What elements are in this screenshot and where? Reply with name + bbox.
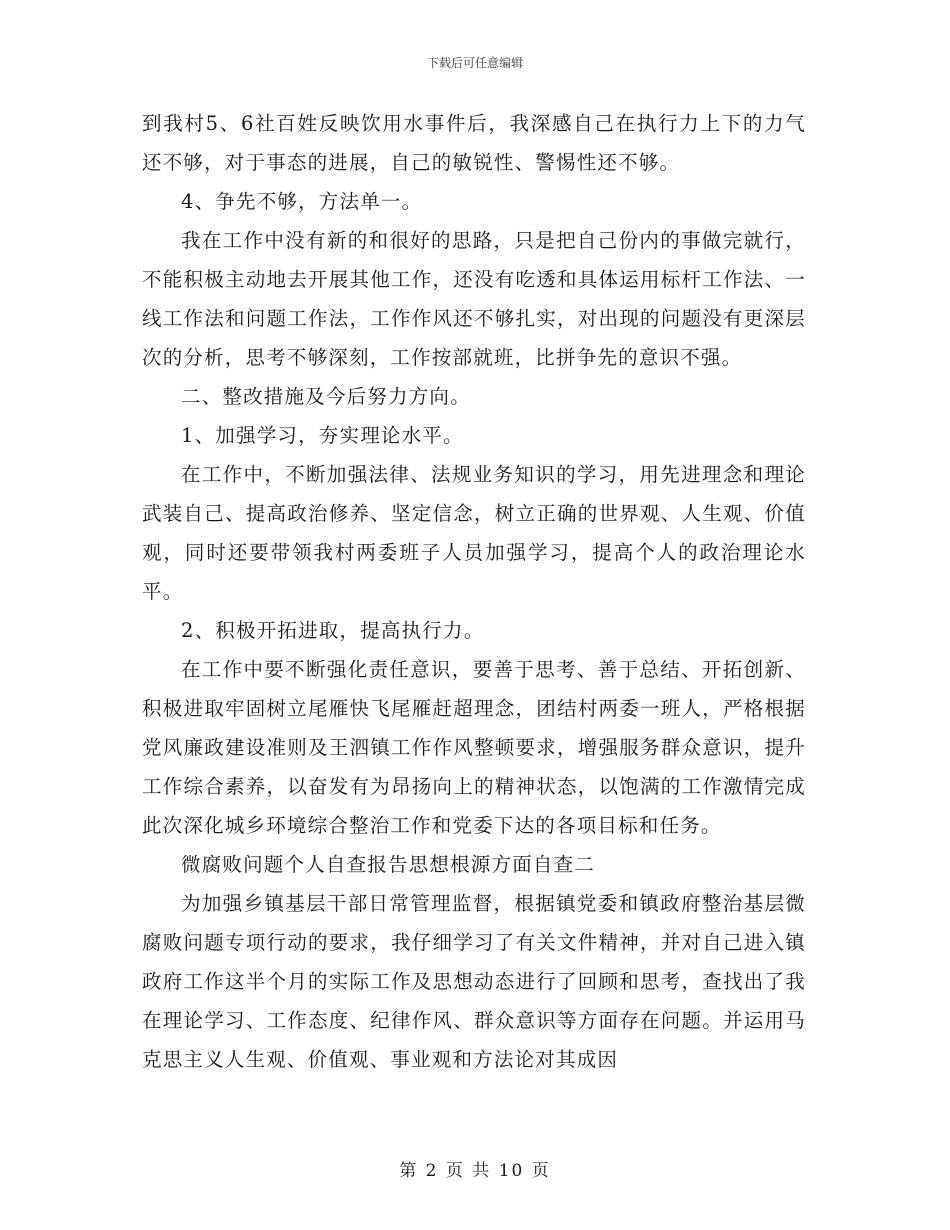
paragraph: 为加强乡镇基层干部日常管理监督，根据镇党委和镇政府整治基层微腐败问题专项行动的要求，我仔细学习了有关文件精神，并对自己进入镇政府工作这半个月的实际工作及思想动态进行了回顾和思考，查找出了我在理论学习、工作态度、纪律作风、群众意识等方面存在问题。并运用马克思主义人生观、价值观、事业观和方法论对其成因 [142,892,806,1071]
paragraph: 在工作中要不断强化责任意识，要善于思考、善于总结、开拓创新、积极进取牢固树立尾雁快飞尾雁赶超理念，团结村两委一班人，严格根据党风廉政建设准则及王泗镇工作作风整顿要求，增强服务群众意识，提升工作综合素养，以奋发有为昂扬向上的精神状态，以饱满的工作激情完成此次深化城乡环境综合整治工作和党委下达的各项目标和任务。 [142,658,806,837]
document-title: 微腐败问题个人自查报告思想根源方面自查二 [181,853,596,876]
subsection-heading: 2、积极开拓进取，提高执行力。 [181,619,485,642]
paragraph: 在工作中，不断加强法律、法规业务知识的学习，用先进理念和理论武装自己、提高政治修养、坚定信念，树立正确的世界观、人生观、价值观，同时还要带领我村两委班子人员加强学习，提高个人的政治理论水平。 [142,463,806,603]
page-header: 下载后可任意编辑 [426,56,523,70]
paragraph: 到我村5、6社百姓反映饮用水事件后，我深感自己在执行力上下的力气还不够，对于事态的进展，自己的敏锐性、警惕性还不够。 [142,112,806,174]
paragraph: 4、争先不够，方法单一。 [181,190,423,213]
document-body [142,104,806,1079]
section-heading: 二、整改措施及今后努力方向。 [181,385,471,408]
subsection-heading: 1、加强学习，夯实理论水平。 [181,424,464,447]
paragraph: 我在工作中没有新的和很好的思路，只是把自己份内的事做完就行，不能积极主动地去开展其他工作，还没有吃透和具体运用标杆工作法、一线工作法和问题工作法，工作作风还不够扎实，对出现的问题没有更深层次的分析，思考不够深刻，工作按部就班，比拼争先的意识不强。 [142,229,806,369]
page-footer: 第 2 页 共 10 页 [399,1161,551,1181]
